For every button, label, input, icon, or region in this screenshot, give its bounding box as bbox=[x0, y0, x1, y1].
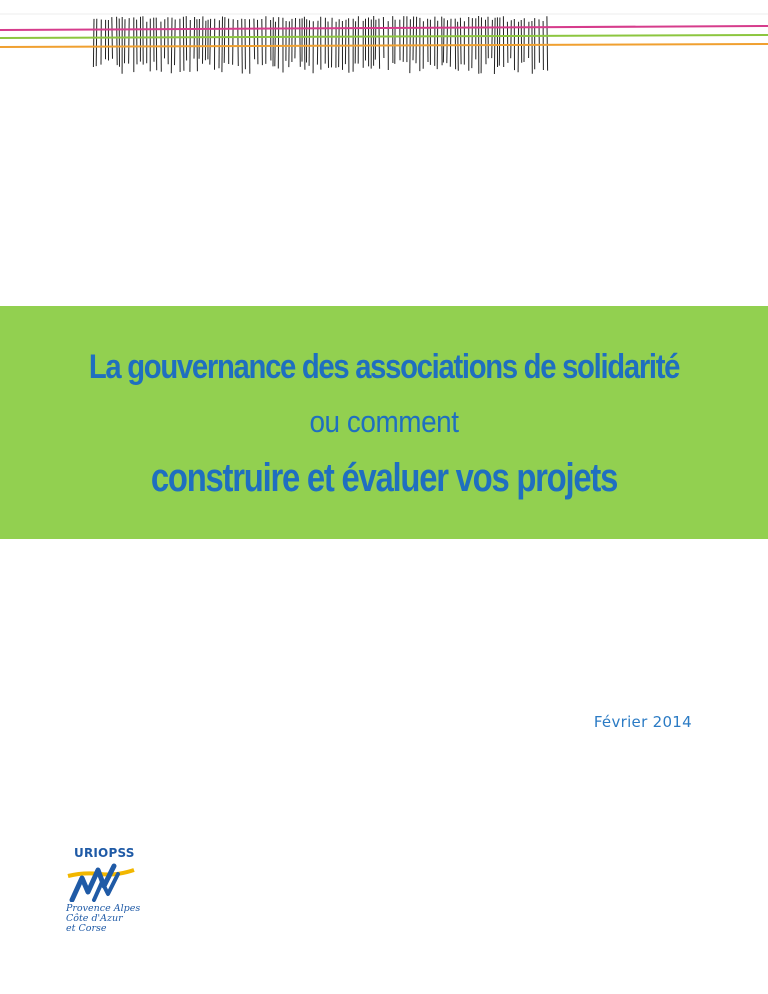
hatch-stroke bbox=[345, 20, 346, 64]
uriopss-logo bbox=[64, 846, 154, 946]
logo-region-line3: et Corse bbox=[66, 923, 107, 934]
hatch-stroke bbox=[93, 19, 94, 67]
decorative-lines-icon bbox=[0, 0, 768, 80]
hatch-stroke bbox=[156, 18, 157, 71]
hatch-stroke bbox=[499, 18, 500, 66]
hatch-stroke bbox=[300, 19, 301, 67]
hatch-stroke bbox=[547, 16, 548, 70]
hatch-stroke bbox=[403, 16, 404, 62]
hatch-stroke bbox=[443, 18, 444, 62]
hatch-stroke bbox=[304, 17, 305, 70]
hatch-stroke bbox=[210, 19, 211, 65]
logo-region-line2: Côte d'Azur bbox=[66, 913, 123, 924]
hatch-stroke bbox=[332, 18, 333, 68]
hatch-stroke bbox=[205, 21, 206, 61]
hatch-stroke bbox=[511, 20, 512, 58]
hatch-stroke bbox=[416, 17, 417, 64]
hatch-stroke bbox=[233, 19, 234, 64]
hatch-stroke bbox=[175, 20, 176, 66]
hatch-stroke bbox=[458, 22, 459, 71]
logo-name: URIOPSS bbox=[74, 846, 135, 860]
hatch-stroke bbox=[492, 20, 493, 58]
hatch-stroke bbox=[224, 17, 225, 63]
hatch-stroke bbox=[450, 19, 451, 67]
hatch-stroke bbox=[375, 20, 376, 60]
hatch-stroke bbox=[254, 19, 255, 60]
title-main: La gouvernance des associations de solidarité bbox=[88, 348, 680, 386]
hatch-stroke bbox=[222, 17, 223, 73]
publication-date: Février 2014 bbox=[593, 713, 692, 731]
hatch-stroke bbox=[96, 19, 97, 66]
logo-wave-icon bbox=[64, 862, 136, 902]
hatch-stroke bbox=[460, 18, 461, 64]
hatch-stroke bbox=[125, 19, 126, 63]
title-subtitle: construire et évaluer vos projets bbox=[150, 456, 618, 500]
hatch-stroke bbox=[183, 17, 184, 71]
hatch-stroke bbox=[518, 22, 519, 73]
hatch-stroke bbox=[238, 20, 239, 66]
hatch-stroke bbox=[129, 18, 130, 64]
title-band bbox=[0, 306, 768, 539]
hatch-stroke bbox=[472, 18, 473, 68]
logo-region bbox=[66, 904, 140, 934]
title-connector: ou comment bbox=[309, 404, 459, 439]
hatch-stroke bbox=[117, 17, 118, 65]
hatch-stroke bbox=[262, 19, 263, 65]
hatch-stroke bbox=[413, 17, 414, 61]
hatch-stroke bbox=[295, 18, 296, 58]
hatch-stroke bbox=[379, 19, 380, 69]
hatch-stroke bbox=[339, 19, 340, 67]
logo-region-line1: Provence Alpes bbox=[66, 903, 141, 914]
